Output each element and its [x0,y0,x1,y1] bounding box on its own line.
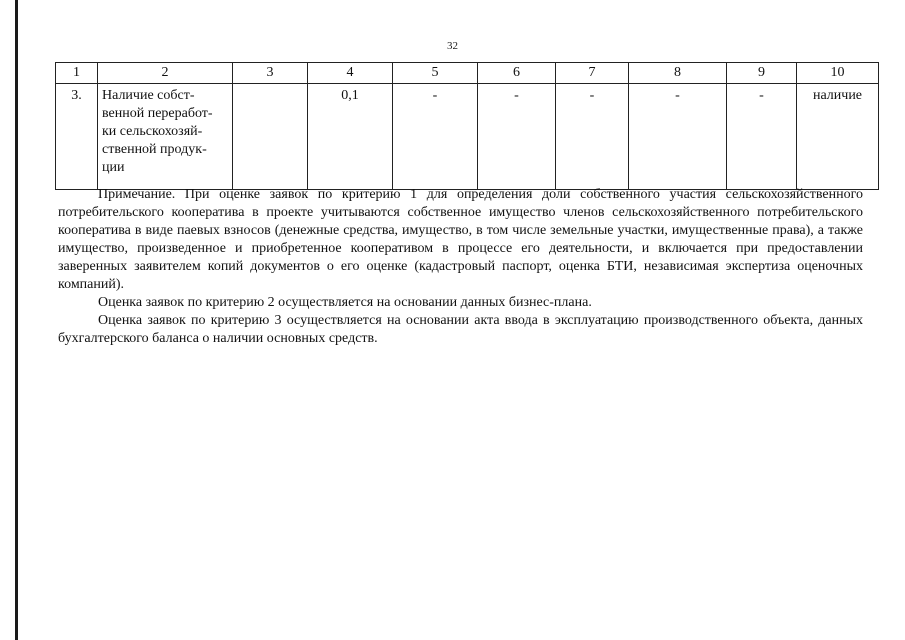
cell-col-6: - [478,84,556,190]
cell-col-8: - [629,84,727,190]
header-col-10: 10 [797,63,879,84]
header-col-4: 4 [308,63,393,84]
header-col-9: 9 [727,63,797,84]
header-col-5: 5 [393,63,478,84]
cell-col-7: - [556,84,629,190]
header-col-3: 3 [233,63,308,84]
notes-section [58,186,863,348]
header-col-2: 2 [98,63,233,84]
criterion-name-cell: Наличие собст- венной переработ- ки сельскохозяй- ственной продук- ции [98,84,233,190]
note-paragraph-3: Оценка заявок по критерию 3 осуществляется на основании акта ввода в эксплуатацию производственного объекта, данных бухгалтерского баланса о наличии основных средств. [58,313,863,346]
header-col-1: 1 [56,63,98,84]
table-row [56,84,879,190]
header-col-8: 8 [629,63,727,84]
scan-edge-line [15,0,18,640]
cell-col-10: наличие [797,84,879,190]
cell-col-9: - [727,84,797,190]
header-col-6: 6 [478,63,556,84]
cell-col-4: 0,1 [308,84,393,190]
cell-col-3 [233,84,308,190]
note-paragraph-1: Примечание. При оценке заявок по критерию 1 для определения доли собственного участия сельскохозяйственного потребительского кооператива в проекте учитываются собственное имущество членов сельскохозяйственного потребительского кооператива в виде паевых взносов (денежные средства, имущество, в том числе земельные участки, имущественные права), а также имущество, произведенное и приобретенное кооперативом в процессе его деятельности, и включается при предоставлении заверенных заявителем копий документов о его оценке (кадастровый паспорт, оценка БТИ, независимая экспертиза оценочных компаний). [58,187,863,292]
cell-col-5: - [393,84,478,190]
criteria-table [55,62,879,190]
table-header-row [56,63,879,84]
note-paragraph-2: Оценка заявок по критерию 2 осуществляется на основании данных бизнес-плана. [98,295,592,310]
row-number-cell: 3. [56,84,98,190]
page-number: 32 [447,40,458,52]
header-col-7: 7 [556,63,629,84]
